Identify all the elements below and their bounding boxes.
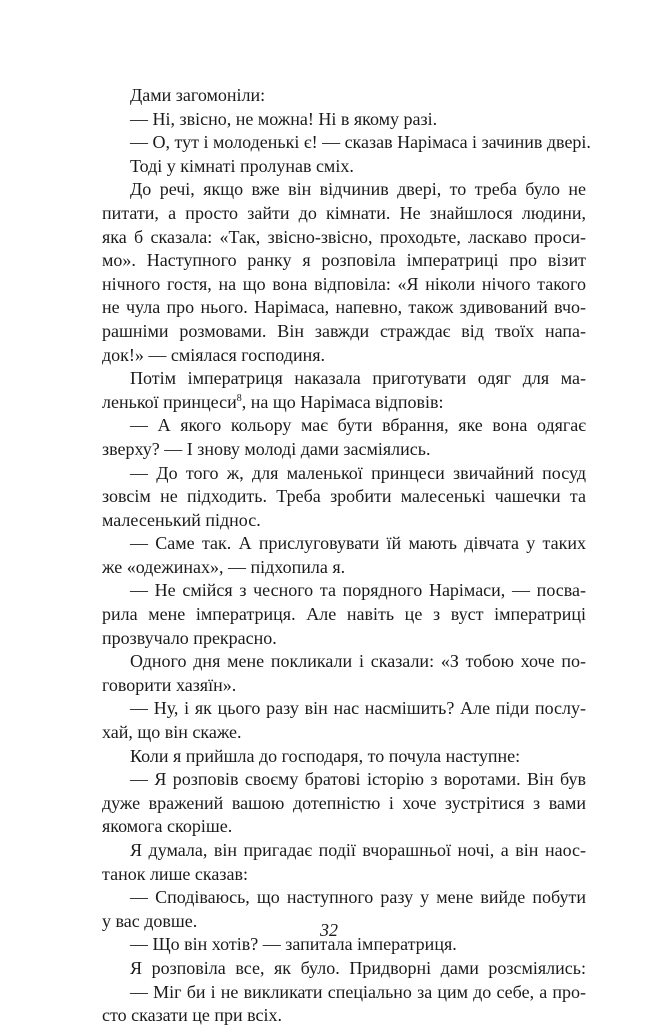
line-text: прозвучало прекрасно. [102,627,277,648]
line-text: якомога скоріше. [102,816,233,837]
text-line [102,249,586,273]
line-text-continued: , на що Нарімаса відповів: [241,391,444,412]
line-text: Я думала, він пригадає події вчорашньої ночі, а він наос- [130,840,586,860]
line-text: — Я розповів своєму братові історію з воротами. Він був [130,769,586,790]
text-line [102,721,586,745]
line-text: танок лише сказав: [102,863,248,884]
line-text: док!» — сміялася господиня. [102,344,325,365]
line-text: До речі, якщо вже він відчинив двері, то треба було не [130,179,586,200]
text-line [102,815,586,839]
text-line [102,792,586,816]
line-text: ленької принцеси [102,391,237,412]
text-line [102,839,586,863]
line-text: рила мене імператриця. Але навіть це з вуст імператриці [102,604,586,625]
text-line [102,579,586,603]
line-text: мо». Наступного ранку я розповіла імператриці про візит [102,250,586,271]
line-text: Коли я прийшла до господаря, то почула наступне: [130,745,521,766]
text-line [102,391,586,415]
line-text: зовсім не підходить. Треба зробити малесенькі чашечки та [102,486,586,507]
line-text: Одного дня мене покликали і сказали: «З тобою хоче по- [130,651,586,672]
text-line [102,863,586,887]
text-line [102,131,591,155]
line-text: — Ні, звісно, не можна! Ні в якому разі. [130,108,438,129]
text-line [102,697,586,721]
line-text: — Не смійся з чесного та порядного Нарімаси, — посва- [130,580,586,601]
text-line [102,981,586,1005]
text-line [102,367,586,391]
text-line [102,674,586,698]
text-line [102,1004,586,1028]
text-line [102,485,586,509]
line-text: хай, що він скаже. [102,722,242,743]
line-text: рашніми розмовами. Він завжди страждає від твоїх напа- [102,320,586,341]
line-text: — А якого кольору має бути вбрання, яке вона одягає [130,415,586,436]
line-text: же «одежинах», — підхопила я. [102,556,346,577]
text-line [102,108,586,132]
text-line [102,202,586,226]
text-line [102,344,586,368]
line-text: Тоді у кімнаті пролунав сміх. [130,155,354,176]
text-line [102,509,586,533]
line-text: зверху? — І знову молоді дами засміялись. [102,438,431,459]
line-text: малесенький піднос. [102,509,261,530]
line-text: дуже вражений вашою дотепністю і хоче зустрітися з вами [102,792,586,813]
line-text: Потім імператриця наказала приготувати одяг для ма- [130,368,586,389]
text-line [102,320,586,344]
line-text: — До того ж, для маленької принцеси звичайний посуд [130,462,586,483]
page-number: 32 [320,920,338,940]
line-text: Дами загомоніли: [130,85,266,105]
line-text: — Міг би і не викликати спеціально за цим до себе, а про- [130,981,586,1002]
text-line [102,462,586,486]
line-text: яка б сказала: «Так, звісно-звісно, проходьте, ласкаво проси- [102,226,586,247]
line-text: — Сподіваюсь, що наступного разу у мене вийде побути [130,887,586,908]
line-text: сто сказати це при всіх. [102,1005,282,1026]
text-line [102,556,586,580]
page-body [102,84,591,1028]
text-line [102,745,586,769]
text-line [102,438,586,462]
text-line [102,886,586,910]
text-line [102,957,586,981]
text-line [102,768,586,792]
text-line [102,627,586,651]
footnote-reference: 8 [236,392,242,404]
line-text: — Саме так. А прислуговувати їй мають дівчата у таких [130,533,586,554]
line-text: у вас довше. [102,910,198,931]
line-text: не чула про нього. Нарімаса, напевно, також здивований вчо- [102,297,586,318]
text-line [102,650,586,674]
text-line [102,273,586,297]
line-text: говорити хазяїн». [102,674,237,695]
text-line [102,296,586,320]
text-line [102,178,586,202]
text-line [102,532,586,556]
line-text: — Що він хотів? — запитала імператриця. [130,934,457,955]
line-text: нічного гостя, на що вона відповіла: «Я ніколи нічого такого [102,273,586,294]
text-line [102,603,586,627]
line-text: — Ну, і як цього разу він нас насмішить? Але піди послу- [130,698,586,719]
text-line [102,414,586,438]
text-line [102,226,586,250]
text-line [102,84,586,108]
line-text: Я розповіла все, як було. Придворні дами розсміялись: [130,957,586,978]
line-text: — О, тут і молоденькі є! — сказав Нарімаса і зачинив двері. [130,132,591,153]
line-text: питати, а просто зайти до кімнати. Не знайшлося людини, [102,202,586,223]
text-line [102,155,586,179]
